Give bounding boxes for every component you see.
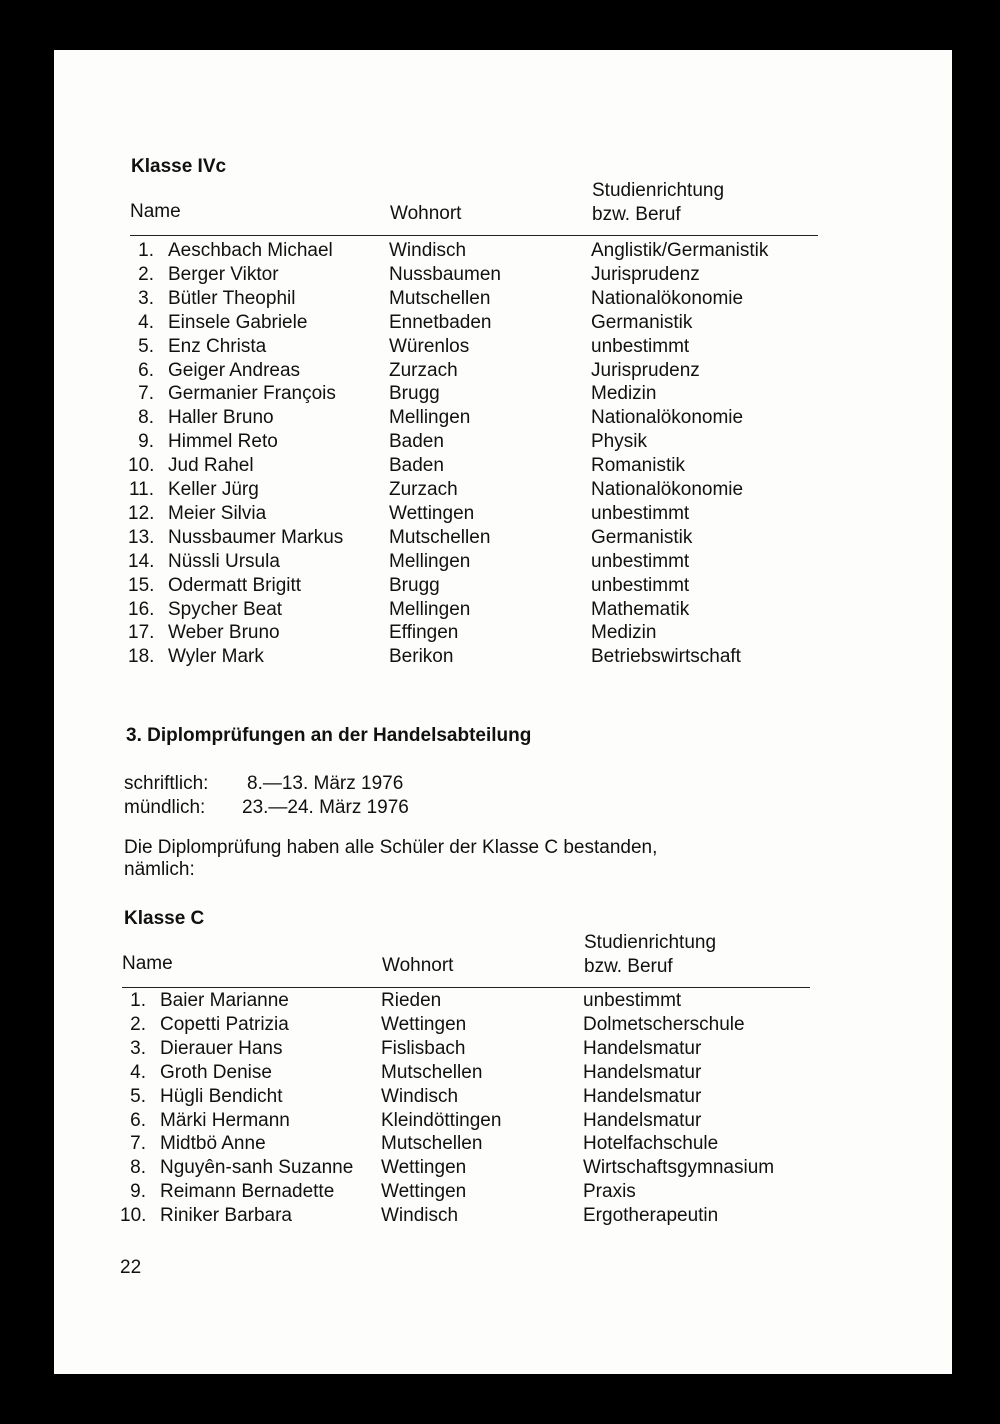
c-col-wohnort: Wohnort xyxy=(382,955,454,976)
studienrichtung: unbestimmt xyxy=(591,574,690,596)
wohnort: Nussbaumen xyxy=(389,263,501,285)
studienrichtung: Germanistik xyxy=(591,526,693,548)
table-row xyxy=(54,1013,952,1037)
studienrichtung: Handelsmatur xyxy=(583,1109,702,1131)
wohnort: Würenlos xyxy=(389,335,470,357)
wohnort: Berikon xyxy=(389,646,454,668)
wohnort: Fislisbach xyxy=(381,1037,466,1059)
studienrichtung: Jurisprudenz xyxy=(591,359,700,381)
row-number: 5. xyxy=(130,1085,146,1107)
c-header-rule xyxy=(122,987,810,988)
row-number: 3. xyxy=(138,287,154,309)
wohnort: Wettingen xyxy=(381,1157,467,1179)
c-col-studien-2: bzw. Beruf xyxy=(584,956,673,977)
student-name: Nguyên-sanh Suzanne xyxy=(160,1157,354,1179)
wohnort: Zurzach xyxy=(389,359,458,381)
row-number: 11. xyxy=(128,479,154,500)
student-name: Haller Bruno xyxy=(168,407,274,429)
student-name: Aeschbach Michael xyxy=(168,240,333,261)
studienrichtung: Medizin xyxy=(591,383,657,405)
row-number: 3. xyxy=(130,1037,146,1059)
student-name: Dierauer Hans xyxy=(160,1037,283,1059)
table-row xyxy=(54,574,952,598)
table-row xyxy=(54,1109,952,1133)
table-row xyxy=(54,454,952,478)
row-number: 9. xyxy=(138,431,154,453)
wohnort: Kleindöttingen xyxy=(381,1109,502,1131)
ivc-col-studien-1: Studienrichtung xyxy=(592,180,725,201)
student-name: Nüssli Ursula xyxy=(168,550,280,572)
table-row xyxy=(54,287,952,311)
row-number: 10. xyxy=(120,1205,147,1227)
student-name: Midtbö Anne xyxy=(160,1133,266,1155)
student-name: Bütler Theophil xyxy=(168,287,296,309)
row-number: 17. xyxy=(128,622,155,644)
muendlich-label: mündlich: xyxy=(124,797,206,818)
wohnort: Windisch xyxy=(381,1085,459,1107)
studienrichtung: Nationalökonomie xyxy=(591,407,744,429)
row-number: 9. xyxy=(130,1181,146,1203)
wohnort: Mutschellen xyxy=(381,1061,483,1083)
row-number: 18. xyxy=(128,646,155,668)
page-number: 22 xyxy=(120,1257,142,1278)
wohnort: Wettingen xyxy=(389,502,475,524)
table-row xyxy=(54,1037,952,1061)
wohnort: Wettingen xyxy=(381,1181,467,1203)
studienrichtung: Hotelfachschule xyxy=(583,1133,719,1155)
table-row xyxy=(54,1061,952,1085)
wohnort: Brugg xyxy=(389,574,440,596)
studienrichtung: Handelsmatur xyxy=(583,1085,702,1107)
wohnort: Mellingen xyxy=(389,598,471,620)
student-name: Riniker Barbara xyxy=(160,1205,292,1227)
student-name: Groth Denise xyxy=(160,1061,272,1083)
studienrichtung: Praxis xyxy=(583,1181,636,1203)
wohnort: Windisch xyxy=(381,1205,459,1227)
student-name: Einsele Gabriele xyxy=(168,311,308,333)
row-number: 7. xyxy=(130,1133,146,1155)
student-name: Copetti Patrizia xyxy=(160,1013,289,1035)
studienrichtung: Betriebswirtschaft xyxy=(591,646,741,668)
table-row xyxy=(54,1132,952,1156)
row-number: 13. xyxy=(128,526,155,548)
row-number: 8. xyxy=(130,1157,146,1179)
section-3-title: 3. Diplomprüfungen an der Handelsabteilung xyxy=(126,725,532,746)
ivc-col-wohnort: Wohnort xyxy=(390,203,462,224)
ivc-col-name: Name xyxy=(130,201,181,222)
student-name: Jud Rahel xyxy=(168,455,254,477)
student-name: Märki Hermann xyxy=(160,1109,290,1131)
studienrichtung: Wirtschaftsgymnasium xyxy=(583,1157,775,1179)
wohnort: Ennetbaden xyxy=(389,311,492,333)
row-number: 1. xyxy=(130,990,146,1011)
table-row xyxy=(54,598,952,622)
class-ivc-title: Klasse IVc xyxy=(131,156,227,177)
studienrichtung: Nationalökonomie xyxy=(591,479,744,500)
studienrichtung: Physik xyxy=(591,431,647,453)
student-name: Geiger Andreas xyxy=(168,359,301,381)
wohnort: Mellingen xyxy=(389,407,471,429)
table-row xyxy=(54,1180,952,1204)
table-row xyxy=(54,989,952,1013)
c-col-studien-1: Studienrichtung xyxy=(584,932,717,953)
table-row xyxy=(54,478,952,502)
student-name: Keller Jürg xyxy=(168,479,259,500)
student-name: Reimann Bernadette xyxy=(160,1181,335,1203)
table-row xyxy=(54,382,952,406)
c-table xyxy=(54,989,952,1234)
wohnort: Brugg xyxy=(389,383,440,405)
studienrichtung: Germanistik xyxy=(591,311,693,333)
studienrichtung: Medizin xyxy=(591,622,657,644)
student-name: Germanier François xyxy=(168,383,336,405)
row-number: 7. xyxy=(138,383,154,405)
table-row xyxy=(54,1085,952,1109)
paragraph-line-2: nämlich: xyxy=(124,859,195,880)
studienrichtung: Anglistik/Germanistik xyxy=(591,240,769,261)
studienrichtung: unbestimmt xyxy=(583,990,682,1011)
table-row xyxy=(54,406,952,430)
table-row xyxy=(54,263,952,287)
ivc-col-studien-2: bzw. Beruf xyxy=(592,204,681,225)
row-number: 16. xyxy=(128,598,155,620)
table-row xyxy=(54,335,952,359)
studienrichtung: Mathematik xyxy=(591,598,690,620)
studienrichtung: Nationalökonomie xyxy=(591,287,744,309)
wohnort: Windisch xyxy=(389,240,467,261)
row-number: 6. xyxy=(130,1109,146,1131)
row-number: 4. xyxy=(138,311,154,333)
table-row xyxy=(54,621,952,645)
row-number: 6. xyxy=(138,359,154,381)
row-number: 5. xyxy=(138,335,154,357)
table-row xyxy=(54,502,952,526)
student-name: Wyler Mark xyxy=(168,646,264,668)
row-number: 1. xyxy=(138,240,154,261)
studienrichtung: Jurisprudenz xyxy=(591,263,700,285)
wohnort: Baden xyxy=(389,455,444,477)
student-name: Meier Silvia xyxy=(168,502,267,524)
studienrichtung: Romanistik xyxy=(591,455,685,477)
row-number: 2. xyxy=(138,263,154,285)
student-name: Spycher Beat xyxy=(168,598,283,620)
table-row xyxy=(54,239,952,263)
wohnort: Rieden xyxy=(381,990,442,1011)
wohnort: Zurzach xyxy=(389,479,458,500)
studienrichtung: unbestimmt xyxy=(591,502,690,524)
muendlich-value: 23.—24. März 1976 xyxy=(242,797,409,818)
paragraph-line-1: Die Diplomprüfung haben alle Schüler der Klasse C bestanden, xyxy=(124,837,658,858)
student-name: Baier Marianne xyxy=(160,990,289,1011)
table-row xyxy=(54,311,952,335)
row-number: 2. xyxy=(130,1013,146,1035)
wohnort: Mellingen xyxy=(389,550,471,572)
student-name: Berger Viktor xyxy=(168,263,279,285)
table-row xyxy=(54,550,952,574)
c-col-name: Name xyxy=(122,953,173,974)
wohnort: Effingen xyxy=(389,622,459,644)
studienrichtung: Handelsmatur xyxy=(583,1037,702,1059)
row-number: 12. xyxy=(128,502,155,524)
row-number: 14. xyxy=(128,550,155,572)
schriftlich-label: schriftlich: xyxy=(124,773,209,794)
document-page xyxy=(54,50,952,1374)
ivc-table xyxy=(54,239,952,679)
wohnort: Wettingen xyxy=(381,1013,467,1035)
student-name: Enz Christa xyxy=(168,335,267,357)
row-number: 10. xyxy=(128,455,155,477)
table-row xyxy=(54,1204,952,1228)
studienrichtung: Dolmetscherschule xyxy=(583,1013,745,1035)
wohnort: Mutschellen xyxy=(389,526,491,548)
table-row xyxy=(54,645,952,669)
wohnort: Mutschellen xyxy=(389,287,491,309)
table-row xyxy=(54,1156,952,1180)
table-row xyxy=(54,359,952,383)
studienrichtung: unbestimmt xyxy=(591,335,690,357)
studienrichtung: unbestimmt xyxy=(591,550,690,572)
table-row xyxy=(54,430,952,454)
schriftlich-value: 8.—13. März 1976 xyxy=(247,773,404,794)
student-name: Nussbaumer Markus xyxy=(168,526,344,548)
class-c-title: Klasse C xyxy=(124,908,205,929)
ivc-header-rule xyxy=(130,235,818,236)
wohnort: Baden xyxy=(389,431,444,453)
student-name: Weber Bruno xyxy=(168,622,280,644)
row-number: 15. xyxy=(128,574,155,596)
wohnort: Mutschellen xyxy=(381,1133,483,1155)
row-number: 4. xyxy=(130,1061,146,1083)
student-name: Odermatt Brigitt xyxy=(168,574,302,596)
student-name: Hügli Bendicht xyxy=(160,1085,283,1107)
studienrichtung: Ergotherapeutin xyxy=(583,1205,719,1227)
studienrichtung: Handelsmatur xyxy=(583,1061,702,1083)
table-row xyxy=(54,526,952,550)
row-number: 8. xyxy=(138,407,154,429)
student-name: Himmel Reto xyxy=(168,431,278,453)
